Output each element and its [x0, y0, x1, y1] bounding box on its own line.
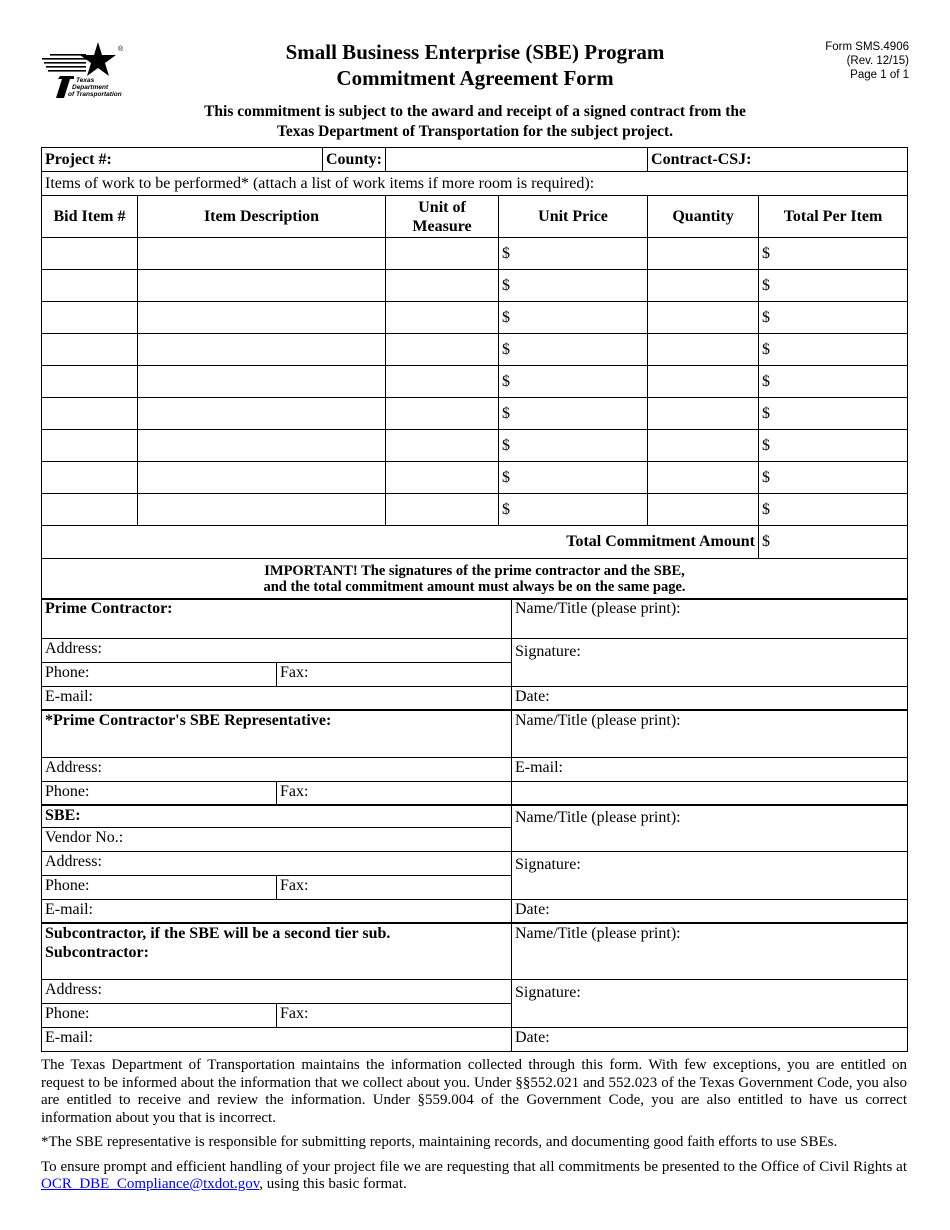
bid-item-cell[interactable]: [42, 366, 138, 398]
prime-fax-field[interactable]: Fax:: [277, 663, 512, 687]
sbe-fax-field[interactable]: Fax:: [277, 876, 512, 900]
form-number: Form SMS.4906: [825, 41, 909, 53]
unit-of-measure-cell[interactable]: [386, 494, 499, 526]
submit-instructions: To ensure prompt and efficient handling of your project file we are requesting that all commitments be presented to the Office of Civil Rights at OCR_DBE_Compliance@txdot.gov, using this basic format.: [41, 1158, 907, 1192]
table-row: [42, 270, 908, 302]
svg-text:of Transportation: of Transportation: [68, 91, 122, 98]
unit-price-cell[interactable]: $: [499, 334, 648, 366]
quantity-cell[interactable]: [648, 398, 759, 430]
rep-name-title-field[interactable]: Name/Title (please print):: [512, 710, 908, 758]
bid-item-cell[interactable]: [42, 334, 138, 366]
county-field[interactable]: County:: [326, 151, 383, 168]
rep-email-field[interactable]: E-mail:: [512, 758, 908, 782]
bid-item-cell[interactable]: [42, 302, 138, 334]
table-row: [42, 334, 908, 366]
item-description-cell[interactable]: [138, 270, 386, 302]
quantity-cell[interactable]: [648, 462, 759, 494]
unit-of-measure-cell[interactable]: [386, 270, 499, 302]
col-quantity: Quantity: [648, 196, 759, 238]
quantity-cell[interactable]: [648, 366, 759, 398]
total-per-item-cell[interactable]: $: [759, 430, 908, 462]
unit-price-cell[interactable]: $: [499, 302, 648, 334]
svg-text:Department: Department: [72, 84, 109, 91]
unit-of-measure-cell[interactable]: [386, 334, 499, 366]
footer-text: [41, 1057, 907, 1201]
prime-contractor-field[interactable]: Prime Contractor:: [42, 599, 512, 639]
sub-address-field[interactable]: Address:: [42, 980, 512, 1004]
unit-price-cell[interactable]: $: [499, 238, 648, 270]
unit-price-cell[interactable]: $: [499, 430, 648, 462]
total-per-item-cell[interactable]: $: [759, 398, 908, 430]
unit-price-cell[interactable]: $: [499, 398, 648, 430]
sub-date-field[interactable]: Date:: [512, 1028, 908, 1052]
total-per-item-cell[interactable]: $: [759, 302, 908, 334]
bid-item-cell[interactable]: [42, 398, 138, 430]
project-number-field[interactable]: Project #: County:: [42, 148, 386, 172]
form-title: Small Business Enterprise (SBE) Program Commitment Agreement Form: [285, 40, 665, 90]
quantity-cell[interactable]: [648, 334, 759, 366]
bid-item-cell[interactable]: [42, 270, 138, 302]
sub-phone-field[interactable]: Phone:: [42, 1004, 277, 1028]
prime-phone-field[interactable]: Phone:: [42, 663, 277, 687]
sbe-address-field[interactable]: Address:: [42, 852, 512, 876]
bid-item-cell[interactable]: [42, 462, 138, 494]
sub-email-field[interactable]: E-mail:: [42, 1028, 512, 1052]
item-description-cell[interactable]: [138, 366, 386, 398]
county-value-cell[interactable]: [386, 148, 648, 172]
item-description-cell[interactable]: [138, 462, 386, 494]
unit-of-measure-cell[interactable]: [386, 302, 499, 334]
quantity-cell[interactable]: [648, 238, 759, 270]
item-description-cell[interactable]: [138, 494, 386, 526]
svg-text:Texas: Texas: [76, 77, 95, 84]
total-per-item-cell[interactable]: $: [759, 270, 908, 302]
svg-text:®: ®: [118, 46, 124, 53]
total-commitment-label: Total Commitment Amount: [42, 526, 759, 559]
table-row: [42, 366, 908, 398]
form-revision: (Rev. 12/15): [846, 55, 909, 67]
unit-of-measure-cell[interactable]: [386, 366, 499, 398]
subcontractor-field[interactable]: Subcontractor, if the SBE will be a second tier sub. Subcontractor:: [42, 923, 512, 980]
sub-signature-field[interactable]: Signature:: [512, 980, 908, 1028]
total-per-item-cell[interactable]: $: [759, 238, 908, 270]
unit-price-cell[interactable]: $: [499, 462, 648, 494]
item-description-cell[interactable]: [138, 334, 386, 366]
quantity-cell[interactable]: [648, 494, 759, 526]
table-row: [42, 238, 908, 270]
sbe-field[interactable]: SBE:: [42, 805, 512, 828]
unit-price-cell[interactable]: $: [499, 366, 648, 398]
prime-signature-field[interactable]: Signature:: [512, 639, 908, 687]
prime-date-field[interactable]: Date:: [512, 687, 908, 710]
col-unit-of-measure: Unit of Measure: [386, 196, 499, 238]
table-row: [42, 398, 908, 430]
sbe-date-field[interactable]: Date:: [512, 900, 908, 923]
important-notice: IMPORTANT! The signatures of the prime contractor and the SBE, and the total commitment amount must always be on the same page.: [42, 559, 908, 600]
unit-price-cell[interactable]: $: [499, 270, 648, 302]
total-per-item-cell[interactable]: $: [759, 462, 908, 494]
rep-phone-field[interactable]: Phone:: [42, 782, 277, 805]
quantity-cell[interactable]: [648, 270, 759, 302]
col-unit-price: Unit Price: [499, 196, 648, 238]
prime-address-field[interactable]: Address:: [42, 639, 512, 663]
privacy-statement: The Texas Department of Transportation maintains the information collected through this form. With few exceptions, you are entitled on request to be informed about the information that we collect about you. Under §§552.021 and 552.023 of the Texas Government Code, you also are entitled to receive and review the information. Under §559.004 of the Government Code, you are also entitled to have us correct information about you that is incorrect.: [41, 1057, 907, 1126]
unit-of-measure-cell[interactable]: [386, 238, 499, 270]
item-description-cell[interactable]: [138, 302, 386, 334]
table-row: [42, 462, 908, 494]
quantity-cell[interactable]: [648, 430, 759, 462]
unit-of-measure-cell[interactable]: [386, 430, 499, 462]
rep-note: *The SBE representative is responsible for submitting reports, maintaining records, and documenting good faith efforts to use SBEs.: [41, 1134, 838, 1150]
unit-of-measure-cell[interactable]: [386, 398, 499, 430]
bid-item-cell[interactable]: [42, 430, 138, 462]
item-description-cell[interactable]: [138, 430, 386, 462]
rep-fax-field[interactable]: Fax:: [277, 782, 512, 805]
total-per-item-cell[interactable]: $: [759, 494, 908, 526]
sub-fax-field[interactable]: Fax:: [277, 1004, 512, 1028]
col-total-per-item: Total Per Item: [759, 196, 908, 238]
parties-table: [41, 598, 908, 1052]
col-item-description: Item Description: [138, 196, 386, 238]
compliance-email-link[interactable]: OCR_DBE_Compliance@txdot.gov: [41, 1176, 260, 1192]
work-items-table: [41, 147, 908, 600]
unit-of-measure-cell[interactable]: [386, 462, 499, 494]
commitment-notice: This commitment is subject to the award and receipt of a signed contract from the Texas Department of Transportation for the subject project.: [204, 103, 746, 140]
total-commitment-amount[interactable]: $: [759, 526, 908, 559]
rep-address-field[interactable]: Address:: [42, 758, 512, 782]
sbe-email-field[interactable]: E-mail:: [42, 900, 512, 923]
sbe-name-title-field[interactable]: Name/Title (please print):: [512, 805, 908, 852]
sbe-signature-field[interactable]: Signature:: [512, 852, 908, 900]
table-row: [42, 430, 908, 462]
contract-csj-field[interactable]: Contract-CSJ:: [648, 148, 908, 172]
prime-name-title-field[interactable]: Name/Title (please print):: [512, 599, 908, 639]
bid-item-cell[interactable]: [42, 238, 138, 270]
sbe-vendor-no-field[interactable]: Vendor No.:: [42, 828, 512, 852]
col-bid-item: Bid Item #: [42, 196, 138, 238]
page-number: Page 1 of 1: [850, 69, 909, 81]
bid-item-cell[interactable]: [42, 494, 138, 526]
prime-sbe-rep-field[interactable]: *Prime Contractor's SBE Representative:: [42, 710, 512, 758]
prime-email-field[interactable]: E-mail:: [42, 687, 512, 710]
sub-name-title-field[interactable]: Name/Title (please print):: [512, 923, 908, 980]
unit-price-cell[interactable]: $: [499, 494, 648, 526]
table-row: [42, 494, 908, 526]
quantity-cell[interactable]: [648, 302, 759, 334]
items-instruction: Items of work to be performed* (attach a list of work items if more room is required):: [42, 172, 908, 196]
sbe-phone-field[interactable]: Phone:: [42, 876, 277, 900]
rep-blank-field[interactable]: [512, 782, 908, 805]
table-row: [42, 302, 908, 334]
item-description-cell[interactable]: [138, 398, 386, 430]
total-per-item-cell[interactable]: $: [759, 366, 908, 398]
total-per-item-cell[interactable]: $: [759, 334, 908, 366]
item-description-cell[interactable]: [138, 238, 386, 270]
